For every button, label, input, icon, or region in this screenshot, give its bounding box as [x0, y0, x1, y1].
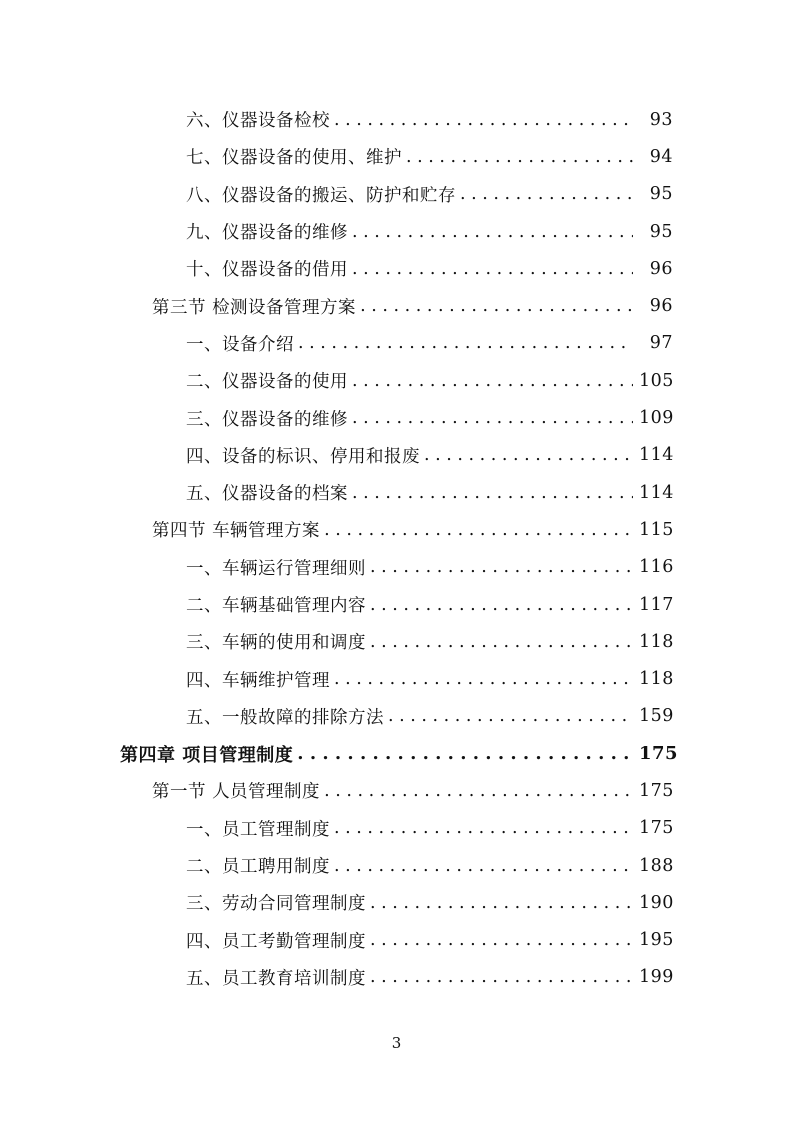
toc-entry[interactable]: [0, 847, 793, 884]
toc-entry-title: 第三节 检测设备管理方案: [152, 297, 357, 318]
toc-leader-dots: [460, 184, 633, 204]
toc-entry-title: 八、仪器设备的搬运、防护和贮存: [186, 185, 456, 206]
toc-entry-page: 95: [649, 184, 673, 205]
toc-entry-page: 117: [639, 594, 674, 615]
toc-entry[interactable]: [0, 399, 793, 436]
toc-entry[interactable]: [0, 884, 793, 921]
toc-leader-dots: [352, 371, 633, 391]
page-number: 3: [391, 1034, 402, 1052]
toc-entry-page: 115: [639, 519, 674, 540]
toc-entry-title: 第一节 人员管理制度: [152, 782, 321, 803]
toc-entry-title: 一、设备介绍: [186, 334, 294, 355]
toc-entry-title: 二、员工聘用制度: [186, 857, 330, 878]
toc-leader-dots: [370, 967, 633, 987]
toc-entry-title: 七、仪器设备的使用、维护: [186, 148, 402, 169]
toc-entry-page: 97: [649, 333, 673, 354]
toc-entry-title: 一、员工管理制度: [186, 819, 330, 840]
toc-entry-title: 一、车辆运行管理细则: [186, 558, 366, 579]
toc-entry-page: 118: [639, 631, 674, 652]
toc-entry[interactable]: [0, 586, 793, 623]
toc-leader-dots: [324, 781, 633, 801]
toc-entry-page: 175: [639, 743, 679, 765]
toc-leader-dots: [334, 818, 633, 838]
toc-leader-dots: [424, 445, 633, 465]
toc-entry[interactable]: [0, 213, 793, 250]
toc-leader-dots: [360, 296, 633, 316]
toc-entry-title: 第四章 项目管理制度: [120, 744, 294, 766]
toc-entry-page: 199: [639, 967, 674, 988]
toc-entry[interactable]: [0, 922, 793, 959]
toc-entry[interactable]: [0, 660, 793, 697]
toc-entry[interactable]: [0, 287, 793, 324]
toc-entry[interactable]: [0, 698, 793, 735]
toc-leader-dots: [324, 520, 633, 540]
toc-entry[interactable]: [0, 959, 793, 996]
toc-entry-title: 五、一般故障的排除方法: [186, 707, 384, 728]
toc-entry[interactable]: [0, 437, 793, 474]
toc-entry[interactable]: [0, 549, 793, 586]
toc-entry-page: 114: [639, 482, 674, 503]
toc-entry-page: 188: [639, 855, 674, 876]
toc-entry-title: 二、仪器设备的使用: [186, 372, 348, 393]
toc-entry[interactable]: [0, 176, 793, 213]
toc-entry-title: 五、仪器设备的档案: [186, 484, 348, 505]
toc-entry[interactable]: [0, 250, 793, 287]
toc-entry-title: 三、车辆的使用和调度: [186, 633, 366, 654]
toc-entry-page: 190: [639, 892, 674, 913]
toc-entry-title: 三、仪器设备的维修: [186, 409, 348, 430]
toc-leader-dots: [352, 483, 633, 503]
toc-entry-page: 116: [639, 557, 674, 578]
toc-entry[interactable]: [0, 772, 793, 809]
table-of-contents: [0, 101, 793, 996]
toc-entry-title: 三、劳动合同管理制度: [186, 894, 366, 915]
toc-leader-dots: [334, 669, 633, 689]
toc-leader-dots: [334, 856, 633, 876]
toc-entry-page: 109: [639, 408, 674, 429]
toc-entry-title: 十、仪器设备的借用: [186, 260, 348, 281]
toc-entry-title: 二、车辆基础管理内容: [186, 596, 366, 616]
toc-entry-page: 93: [649, 109, 673, 130]
toc-entry-page: 195: [639, 930, 674, 951]
toc-entry-page: 96: [649, 296, 673, 317]
toc-entry[interactable]: [0, 623, 793, 660]
toc-entry-page: 95: [649, 221, 673, 242]
toc-leader-dots: [370, 632, 633, 652]
toc-leader-dots: [352, 222, 633, 242]
toc-entry[interactable]: [0, 511, 793, 548]
toc-entry-page: 96: [649, 258, 673, 279]
toc-entry[interactable]: [0, 735, 793, 772]
toc-entry-title: 五、员工教育培训制度: [186, 968, 366, 989]
toc-entry-title: 第四节 车辆管理方案: [152, 521, 321, 542]
toc-entry[interactable]: [0, 362, 793, 399]
toc-leader-dots: [352, 259, 633, 279]
toc-entry-page: 94: [649, 146, 673, 167]
toc-entry-page: 175: [639, 780, 674, 801]
toc-entry[interactable]: [0, 101, 793, 138]
toc-entry-title: 九、仪器设备的维修: [186, 223, 348, 244]
toc-leader-dots: [370, 557, 633, 577]
toc-entry[interactable]: [0, 474, 793, 511]
toc-leader-dots: [298, 333, 633, 353]
toc-entry-page: 159: [639, 706, 674, 727]
toc-leader-dots: [297, 743, 633, 764]
toc-entry-page: 114: [639, 445, 674, 466]
toc-entry[interactable]: [0, 810, 793, 847]
toc-entry[interactable]: [0, 138, 793, 175]
toc-entry-page: 105: [639, 370, 674, 391]
toc-entry[interactable]: [0, 325, 793, 362]
toc-leader-dots: [370, 893, 633, 913]
toc-entry-title: 四、车辆维护管理: [186, 670, 330, 691]
toc-leader-dots: [388, 706, 633, 726]
toc-entry-title: 四、员工考勤管理制度: [186, 931, 366, 952]
toc-leader-dots: [352, 408, 633, 428]
toc-entry-page: 175: [639, 818, 674, 839]
toc-leader-dots: [334, 110, 633, 130]
toc-entry-title: 四、设备的标识、停用和报废: [186, 446, 420, 467]
toc-leader-dots: [370, 930, 633, 950]
toc-entry-page: 118: [639, 669, 674, 690]
toc-leader-dots: [370, 595, 633, 615]
toc-entry-title: 六、仪器设备检校: [186, 111, 330, 132]
toc-leader-dots: [406, 147, 633, 167]
